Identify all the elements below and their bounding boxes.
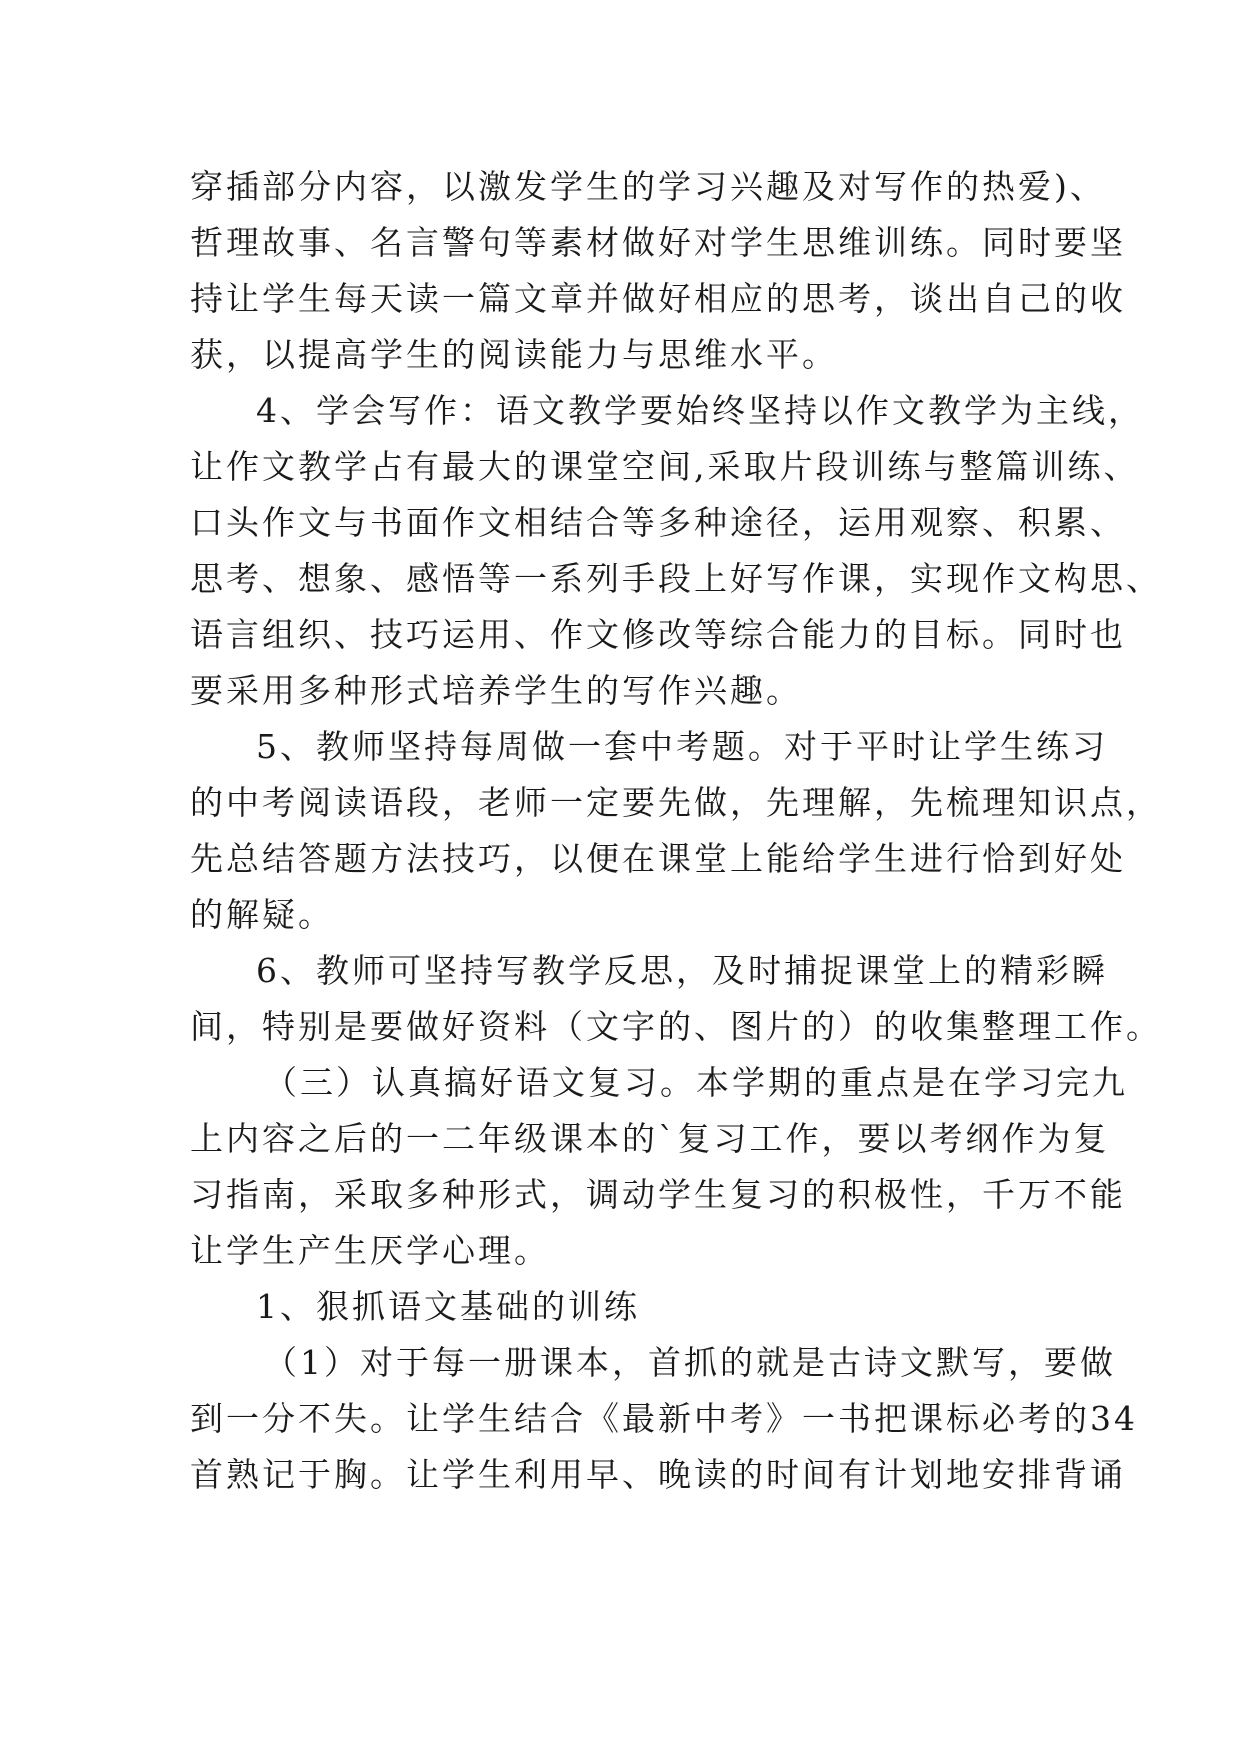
text-line-14: 的解疑。 xyxy=(190,895,334,934)
text-line-23: 到一分不失。让学生结合《最新中考》一书把课标必考的34 xyxy=(190,1399,1138,1438)
text-line-12: 的中考阅读语段，老师一定要先做，先理解，先梳理知识点， xyxy=(190,783,1162,822)
text-line-9: 语言组织、技巧运用、作文修改等综合能力的目标。同时也 xyxy=(190,615,1126,654)
text-line-6: 让作文教学占有最大的课堂空间,采取片段训练与整篇训练、 xyxy=(190,447,1140,486)
text-line-24: 首熟记于胸。让学生利用早、晚读的时间有计划地安排背诵 xyxy=(190,1455,1126,1494)
paragraph-4-start: 4、学会写作：语文教学要始终坚持以作文教学为主线， xyxy=(256,391,1144,430)
section-three-heading: （三）认真搞好语文复习。本学期的重点是在学习完九 xyxy=(264,1063,1128,1102)
text-line-13: 先总结答题方法技巧，以便在课堂上能给学生进行恰到好处 xyxy=(190,839,1126,878)
subsection-1-heading: 1、狠抓语文基础的训练 xyxy=(256,1287,640,1326)
paragraph-6-start: 6、教师可坚持写教学反思，及时捕捉课堂上的精彩瞬 xyxy=(256,951,1108,990)
item-1-start: （1）对于每一册课本，首抓的就是古诗文默写，要做 xyxy=(264,1343,1116,1382)
text-line-7: 口头作文与书面作文相结合等多种途径，运用观察、积累、 xyxy=(190,503,1126,542)
text-line-8: 思考、想象、感悟等一系列手段上好写作课，实现作文构思、 xyxy=(190,559,1162,598)
text-line-10: 要采用多种形式培养学生的写作兴趣。 xyxy=(190,671,802,710)
text-line-2: 哲理故事、名言警句等素材做好对学生思维训练。同时要坚 xyxy=(190,223,1126,262)
text-line-19: 习指南，采取多种形式，调动学生复习的积极性，千万不能 xyxy=(190,1175,1126,1214)
text-line-18: 上内容之后的一二年级课本的`复习工作，要以考纲作为复 xyxy=(190,1119,1110,1158)
text-line-16: 间，特别是要做好资料（文字的、图片的）的收集整理工作。 xyxy=(190,1007,1162,1046)
paragraph-5-start: 5、教师坚持每周做一套中考题。对于平时让学生练习 xyxy=(256,727,1108,766)
text-line-3: 持让学生每天读一篇文章并做好相应的思考，谈出自己的收 xyxy=(190,279,1126,318)
text-line-4: 获，以提高学生的阅读能力与思维水平。 xyxy=(190,335,838,374)
text-line-1: 穿插部分内容，以激发学生的学习兴趣及对写作的热爱)、 xyxy=(190,167,1106,206)
text-line-20: 让学生产生厌学心理。 xyxy=(190,1231,550,1270)
